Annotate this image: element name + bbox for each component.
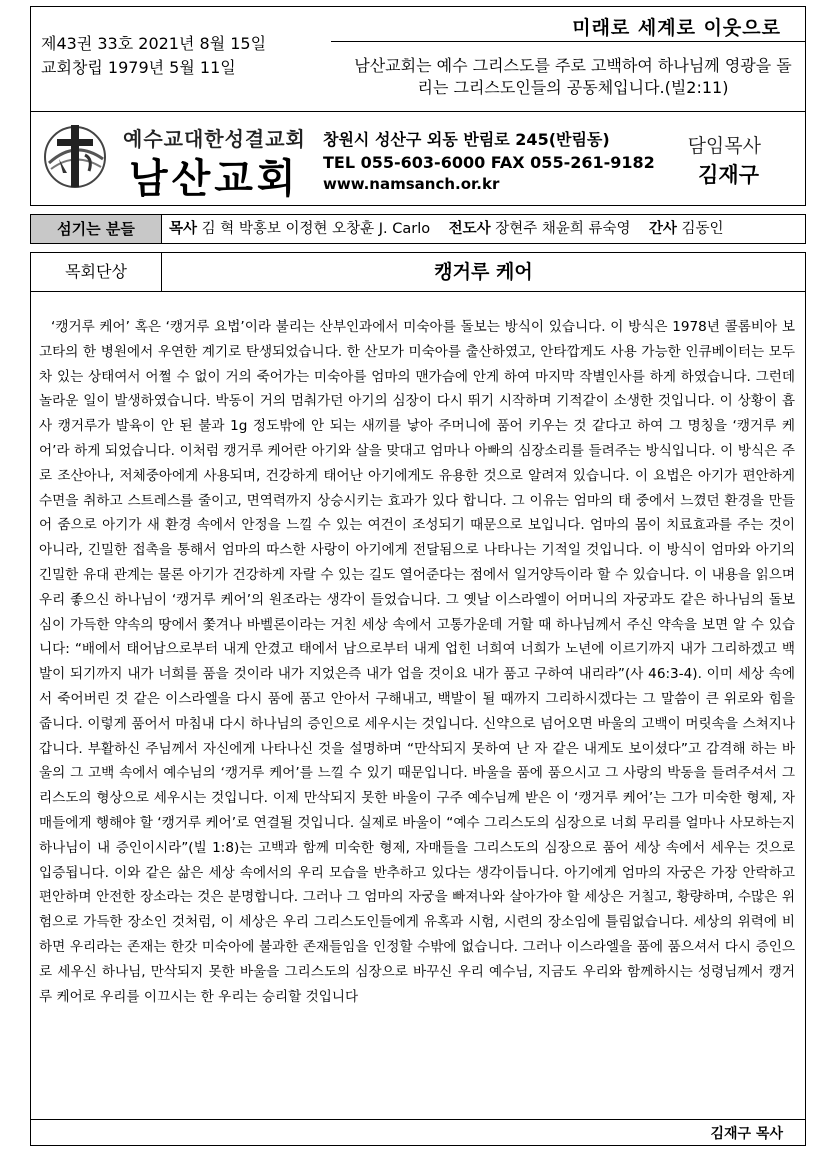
- article-paragraph: ‘캥거루 케어’ 혹은 ‘캥거루 요법’이라 불리는 산부인과에서 미숙아를 돌보는 방식이 있습니다. 이 방식은 1978년 콜롬비아 보고타의 한 병원에서 우연한 계기로 탄생되었습니다. 한 산모가 미숙아를 출산하였고, 안타깝게도 사용 가능한 인큐베이터는 모두 차 있는 상태여서 어쩔 수 없이 거의 죽어가는 미숙아를 엄마의 맨가슴에 안게 하여 마지막 작별인사를 하게 하였습니다. 그런데 놀라운 일이 발생하였습니다. 박동이 거의 멈춰가던 아기의 심장이 다시 뛰기 시작하며 기적같이 소생한 것입니다. 이 상황이 흡사 캥거루가 발육이 안 된 불과 1g 정도밖에 안 되는 새끼를 낳아 주머니에 품어 키우는 것 같다고 하여 그 명칭을 ‘캥거루 케어’라 하게 되었습니다. 이처럼 캥거루 케어란 아기와 살을 맞대고 엄마나 아빠의 심장소리를 들려주는 방식입니다. 이 방식은 주로 조산아나, 저체중아에게 사용되며, 건강하게 태어난 아기에게도 유용한 것으로 알려져 있습니다. 이 요법은 아기가 편안하게 수면을 취하고 스트레스를 줄이고, 면역력까지 상승시키는 효과가 있다 합니다. 그 이유는 엄마의 태 중에서 느꼈던 환경을 만들어 줌으로 아기가 새 환경 속에서 안정을 느낄 수 있는 여건이 조성되기 때문으로 보입니다. 엄마의 몸이 치료효과를 주는 것이 아니라, 긴밀한 접촉을 통해서 엄마의 따스한 사랑이 아기에게 전달됨으로 나타나는 기적일 것입니다. 이 방식이 엄마와 아기의 긴밀한 유대 관계는 물론 아기가 건강하게 자랄 수 있는 길도 열어준다는 점에서 일거양득이라 할 수 있습니다. 이 내용을 읽으며 우리 좋으신 하나님이 ‘캥거루 케어’의 원조라는 생각이 들었습니다. 그 옛날 이스라엘이 어머니의 자궁과도 같은 하나님의 돌보심이 가득한 약속의 땅에서 쫓겨나 바벨론이라는 거친 세상 속에서 고통가운데 거할 때 하나님께서 주신 약속을 보면 알 수 있습니다: “배에서 태어남으로부터 내게 안겼고 태에서 남으로부터 내게 업힌 너희여 너희가 노년에 이르기까지 내가 그리하겠고 백발이 되기까지 내가 너희를 품을 것이라 내가 지었은즉 내가 업을 것이요 내가 품고 구하여 내리라”(사 46:3-4). 이미 세상 속에서 죽어버린 것 같은 이스라엘을 다시 품에 품고 안아서 구해내고, 백발이 될 때까지 그리하시겠다는 그 말씀이 큰 위로와 힘을 줍니다. 이렇게 품어서 마침내 다시 하나님의 증인으로 세우시는 것입니다. 신약으로 넘어오면 바울의 고백이 머릿속을 스쳐지나갑니다. 부활하신 주님께서 자신에게 나타나신 것을 설명하며 “만삭되지 못하여 난 자 같은 내게도 보이셨다”고 감격해 하는 바울의 그 고백 속에서 예수님의 ‘캥거루 케어’를 느낄 수 있기 때문입니다. 바울을 품에 품으시고 그 사랑의 박동을 들려주셔서 그리스도의 형상으로 세우시는 것입니다. 이제 만삭되지 못한 바울이 구주 예수님께 받은 이 ‘캥거루 케어’는 그가 미숙한 형제, 자매들에게 행해야 할 ‘캥거루 케어’로 연결될 것입니다. 실제로 바울이 “예수 그리스도의 심장으로 너희 무리를 얼마나 사모하는지 하나님이 내 증인이시라”(빌 1:8)는 고백과 함께 미숙한 형제, 자매들을 그리스도의 심장으로 품어 세상 속에서 세우는 것으로 입증됩니다. 이와 같은 삶은 세상 속에서의 우리 모습을 반추하고 있다는 생각이듭니다. 아기에게 엄마의 자궁은 가장 안락하고 편안하며 안전한 장소라는 것은 분명합니다. 그러나 그 엄마의 자궁을 빠져나와 살아가야 할 세상은 거칠고, 황량하며, 수많은 위험으로 가득한 장소인 것처럼, 이 세상은 우리 그리스도인들에게 유혹과 시험, 시련의 장소임에 틀림없습니다. 세상의 위력에 비하면 우리라는 존재는 한갓 미숙아에 불과한 존재들임을 인정할 수밖에 없습니다. 그러나 이스라엘을 품에 품으셔서 다시 증인으로 세우신 하나님, 만삭되지 못한 바울을 그리스도의 심장으로 바꾸신 우리 예수님, 지금도 우리와 함께하시는 성령님께서 캥거루 케어로 우리를 이끄시는 한 우리는 승리할 것입니다: [39, 319, 795, 1005]
- vision-statement: 남산교회는 예수 그리스도를 주로 고백하여 하나님께 영광을 돌리는 그리스도인들의 공동체입니다.(빌2:11): [354, 56, 792, 97]
- church-name: 남산교회: [129, 156, 300, 202]
- church-address: 창원시 성산구 외동 반림로 245(반림동): [323, 130, 610, 149]
- header-divider: [31, 111, 805, 112]
- evangelists-names: 장현주 채윤희 류숙영: [495, 221, 631, 237]
- staff-bar: [30, 214, 806, 244]
- article-title: 캥거루 케어: [162, 253, 805, 292]
- pastors-label: 목사: [169, 221, 198, 237]
- signature-divider: [31, 1119, 805, 1120]
- founding-date: 교회창립 1979년 5월 11일: [41, 58, 236, 77]
- secretary-label: 간사: [648, 221, 677, 237]
- church-phone: TEL 055-603-6000 FAX 055-261-9182: [323, 153, 655, 172]
- staff-label: 섬기는 분들: [31, 215, 162, 243]
- pastor-name: 김재구: [698, 163, 759, 187]
- staff-list: [169, 215, 724, 243]
- pastoral-column: [30, 252, 806, 1146]
- pastor-title: 담임목사: [687, 135, 761, 157]
- bulletin-header: [30, 6, 806, 206]
- motto-divider: [331, 41, 805, 42]
- church-website[interactable]: www.namsanch.or.kr: [323, 175, 500, 193]
- article-signature: 김재구 목사: [710, 1126, 783, 1142]
- church-logo-icon: [41, 119, 111, 195]
- denomination: 예수교대한성결교회: [123, 127, 306, 151]
- article-body: [39, 315, 795, 1009]
- issue-info: 제43권 33호 2021년 8월 15일: [41, 34, 267, 53]
- column-label: 목회단상: [31, 253, 162, 292]
- secretary-name: 김동인: [681, 221, 724, 237]
- evangelists-label: 전도사: [448, 221, 491, 237]
- church-motto: 미래로 세계로 이웃으로: [572, 17, 781, 39]
- pastors-names: 김 혁 박홍보 이정현 오창훈 J. Carlo: [201, 221, 431, 237]
